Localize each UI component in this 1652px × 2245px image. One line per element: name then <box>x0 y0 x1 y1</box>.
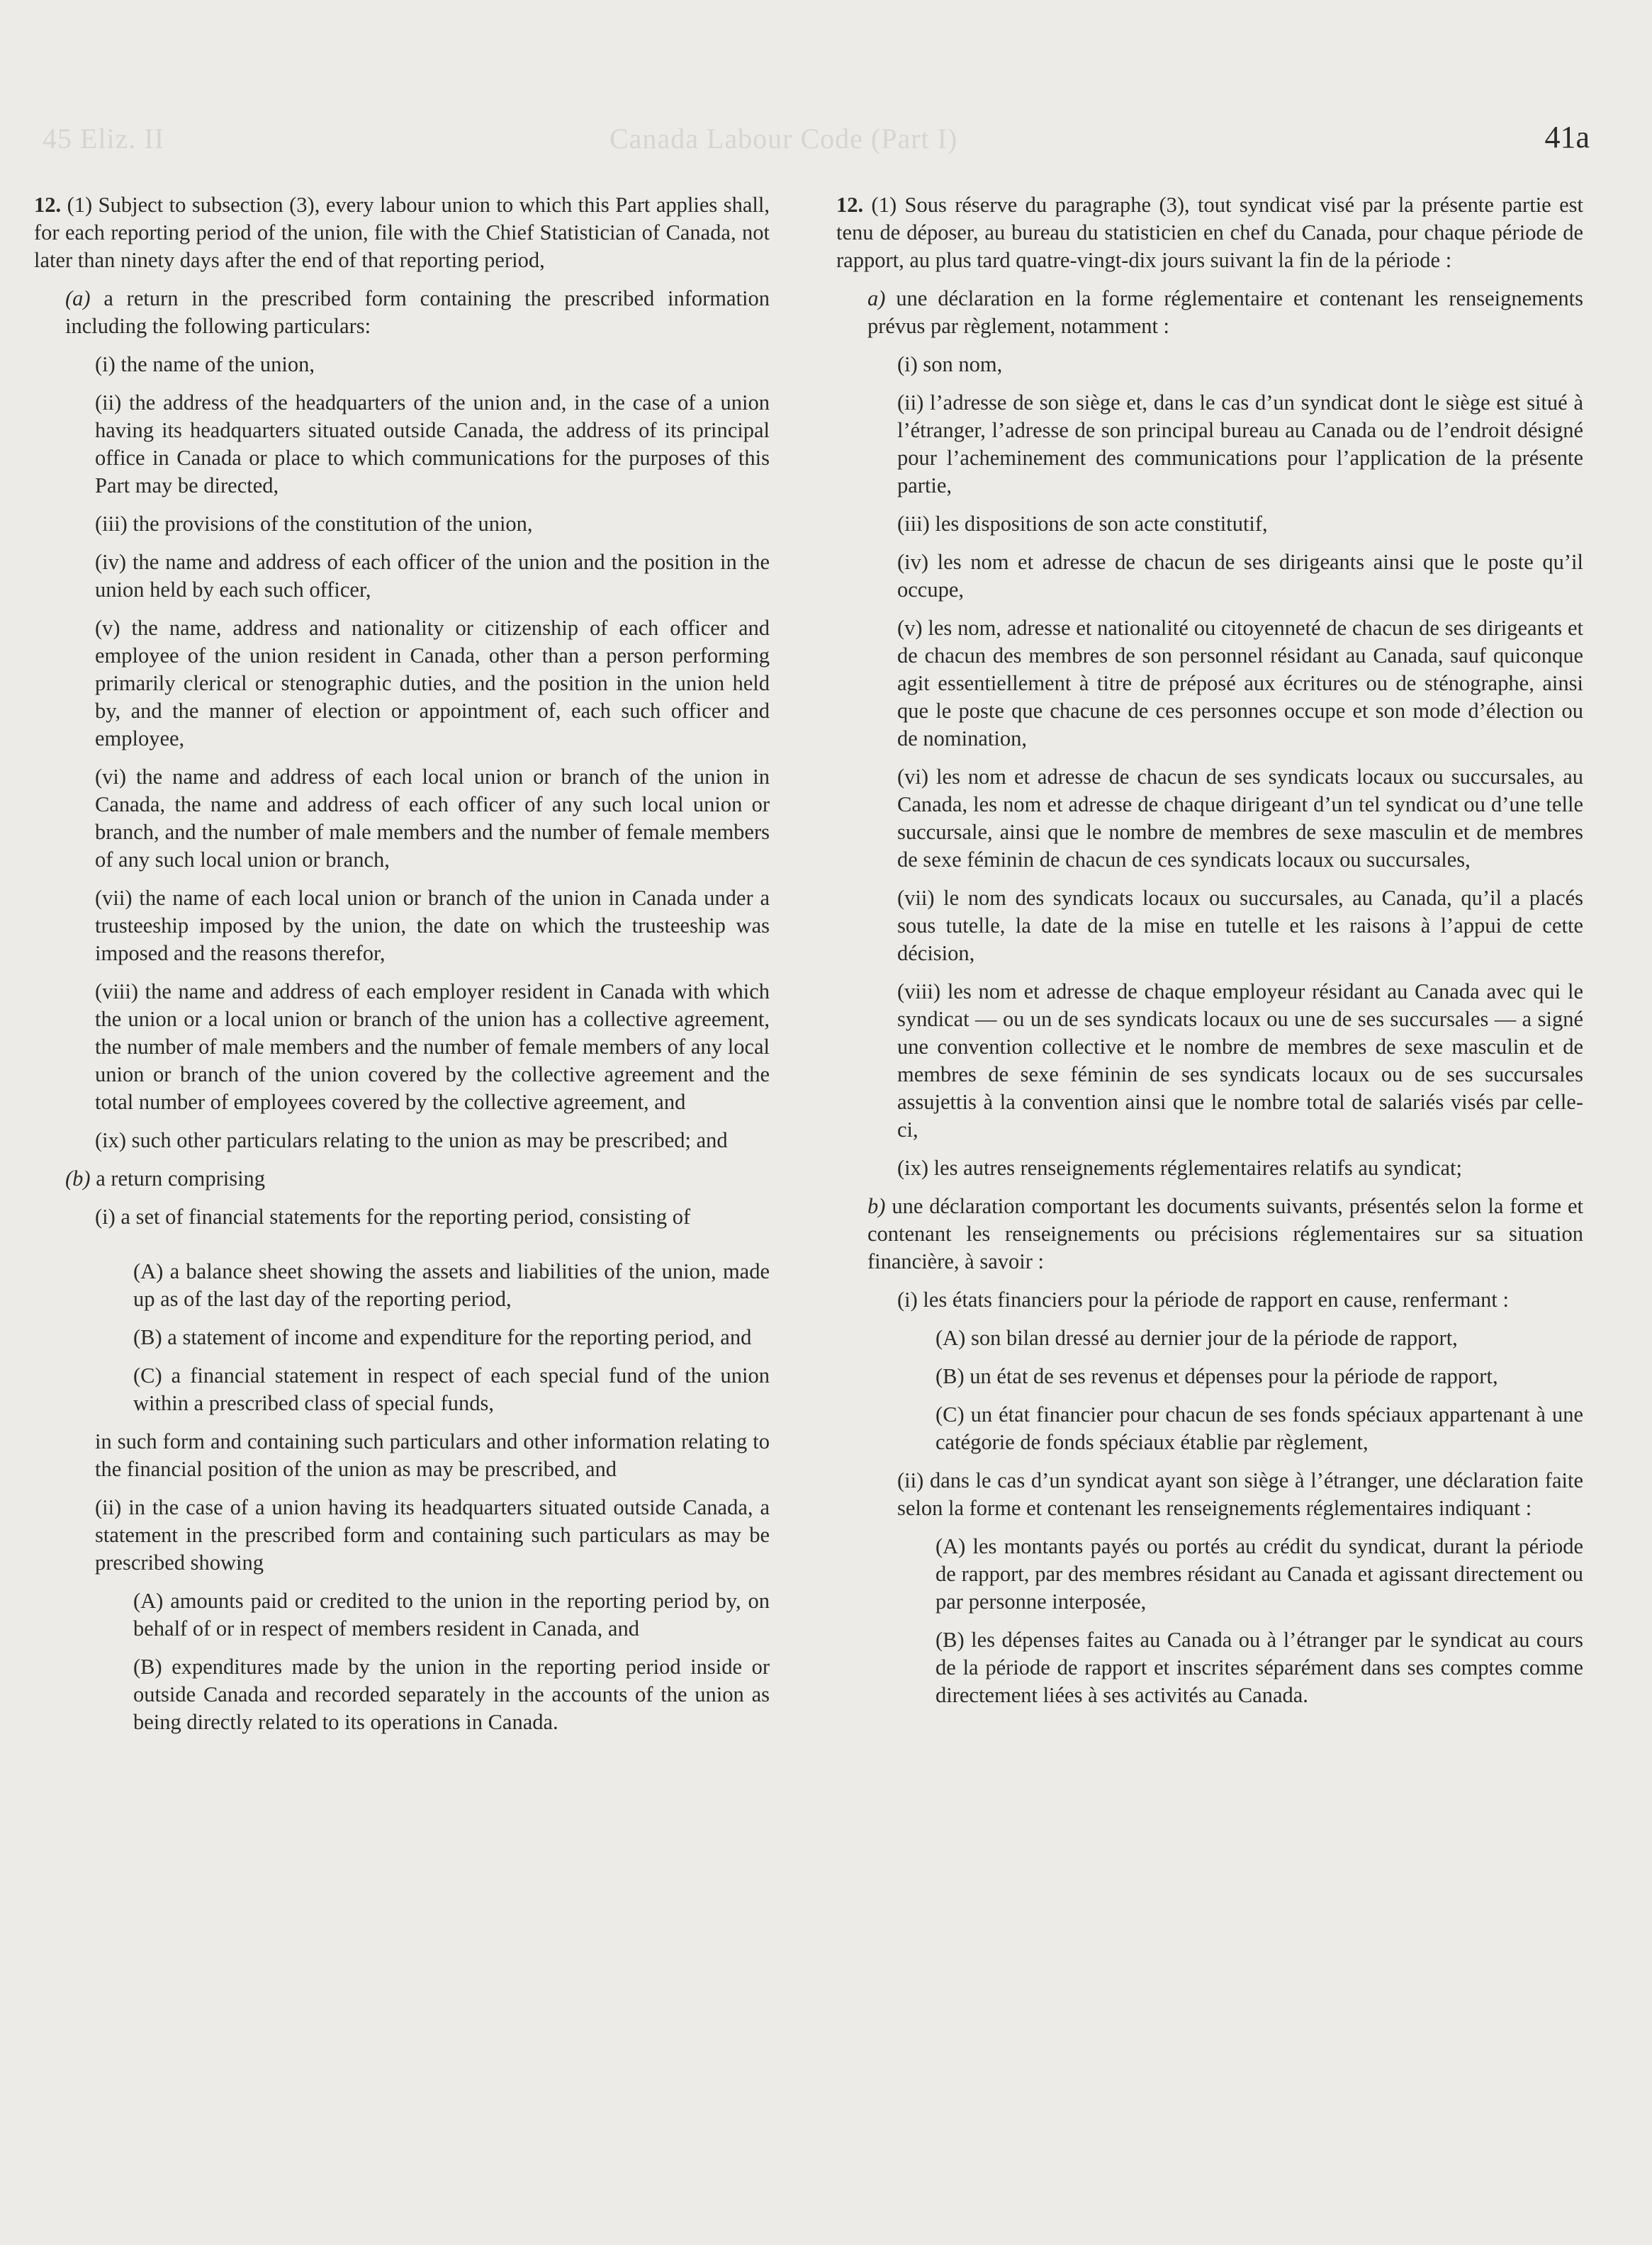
clause-item: (B) un état de ses revenus et dépenses pour la période de rapport, <box>935 1364 1498 1388</box>
list-item: (v) the name, address and nationality or citizenship of each officer and employee of the union resident in Canada, other than a person performing primarily clerical or stenographic duties, and the position in the union held by, and the manner of election or appointment of, each such officer and employee, <box>95 616 770 750</box>
subparagraph-b-ii-fr: (ii) dans le cas d’un syndicat ayant son siège à l’étranger, une déclaration faite selon la forme et contenant les renseignements réglementaires indiquant : <box>897 1468 1583 1520</box>
clause-item: (B) a statement of income and expenditure for the reporting period, and <box>133 1325 752 1349</box>
list-item: (ix) such other particulars relating to the union as may be prescribed; and <box>95 1128 728 1152</box>
bleed-through-header <box>43 122 1389 155</box>
clause-item: (A) son bilan dressé au dernier jour de la période de rapport, <box>935 1326 1458 1350</box>
clause-item: (A) a balance sheet showing the assets and liabilities of the union, made up as of the last day of the reporting period, <box>133 1259 770 1311</box>
list-item: (iii) les dispositions de son acte constitutif, <box>897 512 1268 536</box>
list-item: (v) les nom, adresse et nationalité ou citoyenneté de chacun de ses dirigeants et de chacun des membres de son personnel résidant au Canada, sauf quiconque agit essentiellement à titre de préposé aux écritures ou de sténographe, ainsi que le poste que chacune de ces personnes occupe et son mode d’élection ou de nomination, <box>897 616 1583 750</box>
paragraph-b-fr: b) une déclaration comportant les documents suivants, présentés selon la forme et contenant les renseignements ou précisions réglementaires sur sa situation financière, à savoir : <box>867 1194 1584 1273</box>
list-item: (viii) the name and address of each employer resident in Canada with which the union or a local union or branch of the union has a collective agreement, the number of male members and the number of female members of any local union or branch of the union covered by the collective agreement and the total number of employees covered by the collective agreement, and <box>95 979 770 1114</box>
clause-item: (C) un état financier pour chacun de ses fonds spéciaux appartenant à une catégorie de fonds spéciaux établie par règlement, <box>935 1402 1583 1454</box>
list-item: (viii) les nom et adresse de chaque employeur résidant au Canada avec qui le syndicat — ou un de ses syndicats locaux ou une de ses succursales — a signé une convention collective et le nombre de membres de sexe masculin et de membres de sexe féminin de ses syndicats locaux ou de ses succursales assujettis à la convention ainsi que le nombre total de salariés visés par celle-ci, <box>897 979 1583 1142</box>
list-item: (iii) the provisions of the constitution of the union, <box>95 512 533 536</box>
list-item: (iv) les nom et adresse de chacun de ses dirigeants ainsi que le poste qu’il occupe, <box>897 550 1583 602</box>
list-item: (iv) the name and address of each officer of the union and the position in the union held by each such officer, <box>95 550 770 602</box>
english-column <box>34 191 770 1747</box>
ghost-running-title: Canada Labour Code (Part I) <box>609 123 958 154</box>
list-item: (i) the name of the union, <box>95 352 315 376</box>
subparagraph-b-i-en: (i) a set of financial statements for the reporting period, consisting of <box>95 1205 691 1229</box>
ghost-regnal-year: 45 Eliz. II <box>43 123 165 154</box>
list-item: (vii) le nom des syndicats locaux ou succursales, au Canada, qu’il a placés sous tutelle, la date de la mise en tutelle et les raisons à l’appui de cette décision, <box>897 886 1583 965</box>
section-number-en: 12. <box>34 193 62 217</box>
page-number: 41a <box>1544 120 1590 154</box>
paragraph-a-en: (a) a return in the prescribed form containing the prescribed information including the following particulars: <box>65 286 770 338</box>
section-number-fr: 12. <box>836 193 864 217</box>
list-item: (vii) the name of each local union or branch of the union in Canada under a trusteeship imposed by the union, the date on which the trusteeship was imposed and the reasons therefor, <box>95 886 770 965</box>
subparagraph-b-ii-en: (ii) in the case of a union having its headquarters situated outside Canada, a statement in the prescribed form and containing such particulars as may be prescribed showing <box>95 1495 770 1575</box>
subparagraph-b-i-tail-en: in such form and containing such particulars and other information relating to the financial position of the union as may be prescribed, and <box>95 1429 770 1481</box>
clause-item: (A) les montants payés ou portés au crédit du syndicat, durant la période de rapport, par des membres résidant au Canada et agissant directement ou par personne interposée, <box>935 1534 1583 1614</box>
subparagraph-b-i-fr: (i) les états financiers pour la période de rapport en cause, renfermant : <box>897 1288 1509 1312</box>
list-item: (i) son nom, <box>897 352 1003 376</box>
french-column <box>836 191 1583 1720</box>
list-item: (ii) the address of the headquarters of the union and, in the case of a union having its headquarters situated outside Canada, the address of its principal office in Canada or place to which communications for the purposes of this Part may be directed, <box>95 390 770 497</box>
clause-item: (C) a financial statement in respect of each special fund of the union within a prescribed class of special funds, <box>133 1363 770 1415</box>
clause-item: (B) expenditures made by the union in the reporting period inside or outside Canada and recorded separately in the accounts of the union as being directly related to its operations in Canada. <box>133 1655 770 1734</box>
list-item: (ix) les autres renseignements réglementaires relatifs au syndicat; <box>897 1156 1462 1180</box>
list-item: (ii) l’adresse de son siège et, dans le cas d’un syndicat dont le siège est situé à l’étranger, l’adresse de son principal bureau au Canada ou de l’endroit désigné pour l’acheminement des communications pour l’application de la présente partie, <box>897 390 1583 497</box>
paragraph-b-en: (b) a return comprising <box>65 1166 266 1191</box>
clause-item: (A) amounts paid or credited to the union in the reporting period by, on behalf of or in respect of members resident in Canada, and <box>133 1589 770 1641</box>
section-intro-en: 12. (1) Subject to subsection (3), every labour union to which this Part applies shall, for each reporting period of the union, file with the Chief Statistician of Canada, not later than ninety days after the end of that reporting period, <box>34 193 770 272</box>
list-item: (vi) the name and address of each local union or branch of the union in Canada, the name and address of each officer of any such local union or branch, and the number of male members and the number of female members of any such local union or branch, <box>95 765 770 872</box>
paragraph-a-fr: a) une déclaration en la forme réglementaire et contenant les renseignements prévus par règlement, notamment : <box>867 286 1584 338</box>
clause-item: (B) les dépenses faites au Canada ou à l’étranger par le syndicat au cours de la période de rapport et inscrites séparément dans ses comptes comme directement liées à ses activités au Canada. <box>935 1628 1583 1707</box>
section-intro-fr: 12. (1) Sous réserve du paragraphe (3), tout syndicat visé par la présente partie est tenu de déposer, au bureau du statisticien en chef du Canada, pour chaque période de rapport, au plus tard quatre-vingt-dix jours suivant la fin de la période : <box>836 193 1583 272</box>
list-item: (vi) les nom et adresse de chacun de ses syndicats locaux ou succursales, au Canada, les nom et adresse de chaque dirigeant d’un tel syndicat ou d’une telle succursale, ainsi que le nombre de membres de sexe masculin et de membres de sexe féminin de chacun de ces syndicats locaux ou succursales, <box>897 765 1583 872</box>
